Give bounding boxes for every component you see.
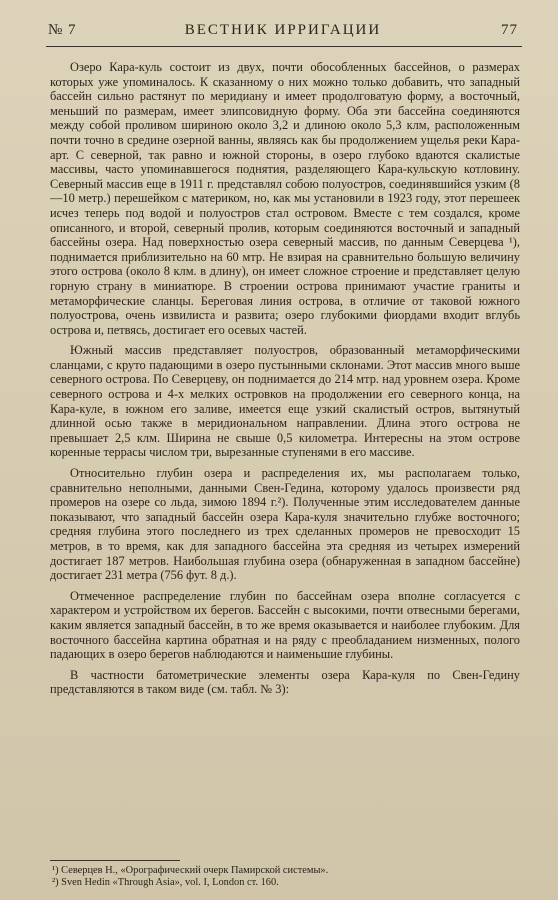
running-header xyxy=(48,22,518,44)
paragraph: В частности батометрические элементы озера Кара-куля по Свен-Гедину представляются в таком виде (см. табл. № 3): xyxy=(50,667,520,697)
footnotes xyxy=(52,865,518,889)
footnote-2: ²) Sven Hedin «Through Asia», vol. I, London ст. 160. xyxy=(52,877,279,888)
footnote-1: ¹) Северцев Н., «Орографический очерк Памирской системы». xyxy=(52,865,329,876)
paragraph: Южный массив представляет полуостров, образованный метаморфическими сланцами, с круто падающими в озеро пустынными склонами. Этот массив много выше северного острова. По Северцеву, он поднимается до 214 мтр. над уровнем озера. Кроме северного острова и 4-х мелких островков на продолжении его северного конца, на Кара-куле, в южном его заливе, имеется еще узкий скалистый остров, вытянутый длинной осью также в меридиональном направлении. Длина этого острова не превышает 2,5 клм. Ширина не свыше 0,5 километра. Интересны на этом острове коренные террасы числом три, вырезанные ступенями в его массиве. xyxy=(50,343,520,460)
footnote-rule xyxy=(50,860,180,861)
journal-title: ВЕСТНИК ИРРИГАЦИИ xyxy=(184,22,382,38)
page-number: 77 xyxy=(501,22,518,38)
paragraph: Озеро Кара-куль состоит из двух, почти обособленных бассейнов, о размерах которых уже упоминалось. К сказанному о них можно только добавить, что западный бассейн сильно растянут по меридиану и имеет продолговатую форму, а восточный, меньший по размерам, имеет элипсовидную форму. Оба эти бассейна соединяются между собой проливом шириною около 3,2 и длиною около 5,3 клм, расположенным почти точно в средине озерной ванны, являясь как бы продолжением ущелья реки Кара-арт. С северной, так равно и южной стороны, в озеро глубоко вдаются скалистые массивы, часто упоминавшегося поднятия, разделяющего Кара-кульскую котловину. Северный массив еще в 1911 г. представлял собою полуостров, соединявшийся узким (8—10 метр.) перешейком с материком, но, как мы установили в 1923 году, этот перешеек исчез теперь под водой и полуостров стал островом. Вместе с тем создался, кроме описанного, и второй, северный пролив, которым соединяются восточный и западный бассейны озера. Над поверхностью озера северный массив, по данным Северцева ¹), поднимается приблизительно на 60 мтр. Не взирая на сравнительно большую величину этого острова (около 8 клм. в длину), он имеет сложное строение и представляет целую горную страну в миниатюре. В строении острова принимают участие граниты и метаморфические сланцы. Береговая линия острова, в отличие от таковой южного полуострова, очень извилиста и развита; озеро глубокими фиордами входит вглубь острова и, петвясь, достигает его осевых частей. xyxy=(50,60,520,337)
header-rule xyxy=(46,46,522,47)
article-body xyxy=(50,60,520,703)
paragraph: Относительно глубин озера и распределения их, мы располагаем только, сравнительно неполными, данными Свен-Гедина, которому удалось произвести ряд промеров на озере со льда, зимою 1894 г.²). Полученные этим исследователем данные показывают, что западный бассейн озера Кара-куля значительно глубже восточного; средняя глубина этого последнего из трех сделанных промеров не превосходит 15 метров, в то время, как для западного бассейна эта средняя из четырех измерений достигает 187 метров. Наибольшая глубина озера (обнаруженная в западном бассейне) достигает 231 метра (756 фут. 8 д.). xyxy=(50,466,520,583)
paragraph: Отмеченное распределение глубин по бассейнам озера вполне согласуется с характером и устройством их берегов. Бассейн с высокими, почти отвесными берегами, каким является западный бассейн, в то же время оказывается и наиболее глубоким. Для восточного бассейна картина обратная и на ряду с преобладанием низменных, полого падающих в озеро берегов наблюдаются и наименьшие глубины. xyxy=(50,588,520,662)
issue-number: № 7 xyxy=(48,22,77,38)
